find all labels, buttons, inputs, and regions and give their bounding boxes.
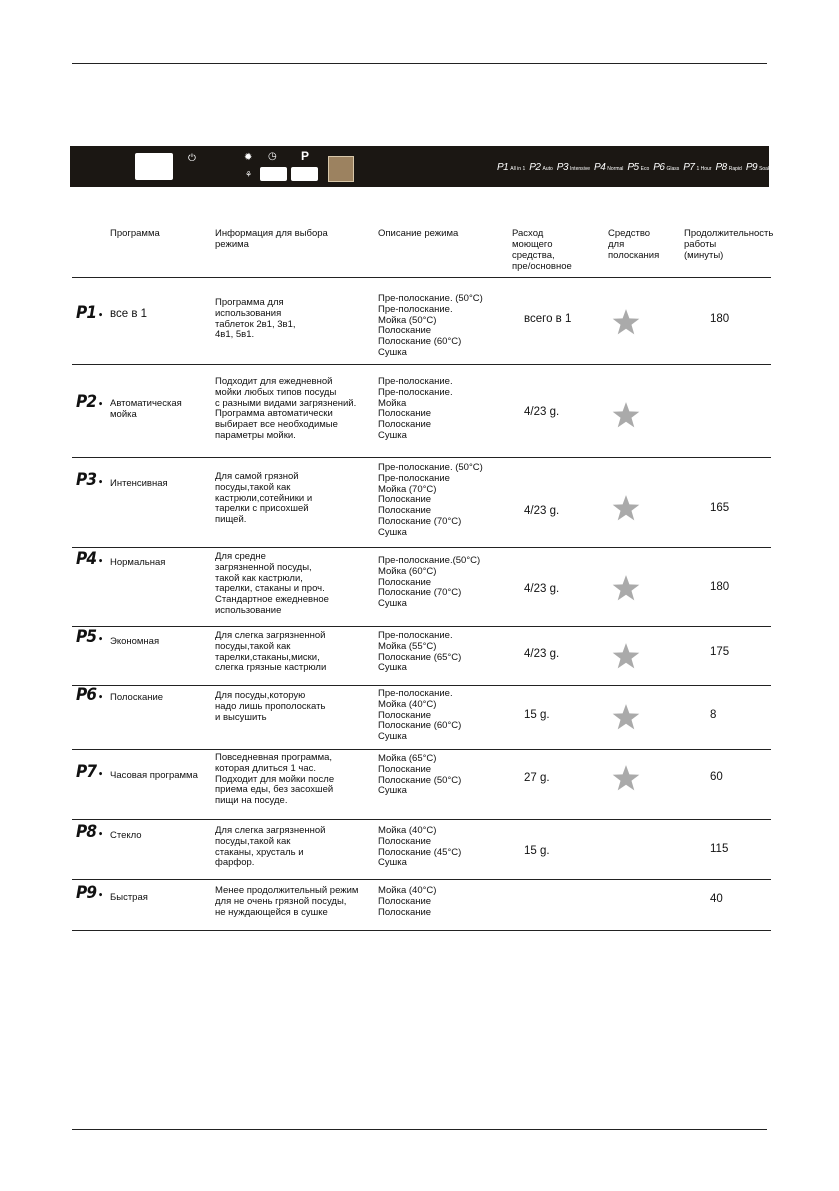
program-table <box>72 220 774 931</box>
header-program: Программа <box>110 228 160 239</box>
panel-program-name: Auto <box>542 166 553 172</box>
table-row <box>72 627 771 686</box>
duration-value: 40 <box>710 893 723 905</box>
panel-program-code: P9 <box>745 162 758 173</box>
header-rinse-aid: Средство для полоскания <box>608 228 660 261</box>
child-lock-icon: ⚘ <box>245 170 253 179</box>
program-info: Программа для использования таблеток 2в1, 3в1, 4в1, 5в1. <box>215 297 296 341</box>
program-letter: P <box>301 149 310 163</box>
star-icon <box>612 401 640 429</box>
program-description: Пре-полоскание.(50°C) Мойка (60°C) Полоскание Полоскание (70°C) Сушка <box>378 555 481 610</box>
program-code: P3 • <box>76 470 103 490</box>
table-body <box>72 278 771 931</box>
program-info: Для посуды,которую надо лишь прополоскать и высушить <box>215 690 326 723</box>
program-code: P1 • <box>76 303 103 323</box>
program-description: Пре-полоскание. Пре-полоскание. Мойка Полоскание Полоскание Сушка <box>378 376 453 441</box>
star-icon <box>612 308 640 336</box>
detergent-amount: 15 g. <box>524 845 550 857</box>
program-info: Для слегка загрязненной посуды,такой как стаканы, хрусталь и фарфор. <box>215 825 326 869</box>
program-code: P9 • <box>76 883 103 903</box>
header-detergent: Расход моющего средства, пре/основное <box>512 228 572 272</box>
panel-program-name: All in 1 <box>510 166 526 172</box>
table-header <box>72 220 774 278</box>
panel-program-code: P1 <box>497 162 509 173</box>
delay-button[interactable] <box>260 167 287 181</box>
program-description: Мойка (65°C) Полоскание Полоскание (50°C) Сушка <box>378 753 462 797</box>
panel-program-code: P3 <box>556 162 569 173</box>
program-code: P4 • <box>76 549 103 569</box>
bottom-rule <box>72 1129 767 1130</box>
program-description: Мойка (40°C) Полоскание Полоскание (45°C) Сушка <box>378 825 462 869</box>
program-code: P2 • <box>76 392 103 412</box>
detergent-amount: 27 g. <box>524 772 550 784</box>
table-row <box>72 548 771 627</box>
program-code: P8 • <box>76 822 103 842</box>
program-info: Повседневная программа, которая длиться 1 час. Подходит для мойки после приема еды, без засохшей пищи на посуде. <box>215 752 335 807</box>
duration-value: 115 <box>710 843 729 855</box>
panel-program-name: 1 Hour <box>696 166 712 172</box>
program-name: Нормальная <box>110 557 166 568</box>
program-info: Для средне загрязненной посуды, такой как кастрюли, тарелки, стаканы и проч. Стандартное ежедневное использование <box>215 551 329 616</box>
table-row <box>72 278 771 365</box>
program-description: Пре-полоскание. (50°C) Пре-полоскание Мойка (70°C) Полоскание Полоскание Полоскание (70°C) Сушка <box>378 462 483 538</box>
program-description: Пре-полоскание. Мойка (40°C) Полоскание Полоскание (60°C) Сушка <box>378 688 462 743</box>
panel-program-code: P5 <box>627 162 639 173</box>
clock-icon: ◷ <box>268 151 277 162</box>
star-icon <box>612 703 640 731</box>
table-row <box>72 365 771 458</box>
top-rule <box>72 63 767 64</box>
header-info: Информация для выбора режима <box>215 228 328 250</box>
panel-program-code: P6 <box>653 162 665 173</box>
table-row <box>72 880 771 931</box>
start-button[interactable] <box>328 156 354 182</box>
panel-program-name: Intensive <box>570 166 591 172</box>
program-code: P5 • <box>76 627 103 647</box>
display-window <box>135 153 173 180</box>
duration-value: 180 <box>710 581 730 593</box>
program-name: Полоскание <box>110 692 164 703</box>
star-icon <box>612 494 640 522</box>
header-duration: Продолжительность работы (минуты) <box>684 228 774 261</box>
duration-value: 175 <box>710 646 730 658</box>
table-row <box>72 686 771 750</box>
panel-program-code: P2 <box>529 162 541 173</box>
star-icon <box>612 574 640 602</box>
panel-program-code: P4 <box>594 162 606 173</box>
panel-program-code: P8 <box>715 162 727 173</box>
program-name: Экономная <box>110 636 160 647</box>
panel-program-name: Glass <box>666 166 680 172</box>
panel-program-name: Eco <box>640 166 650 172</box>
control-panel <box>70 146 769 187</box>
table-row <box>72 820 771 880</box>
program-description: Пре-полоскание. Мойка (55°C) Полоскание (65°C) Сушка <box>378 630 462 674</box>
duration-value: 8 <box>710 709 717 721</box>
star-icon <box>612 642 640 670</box>
program-info: Для самой грязной посуды,такой как кастрюли,сотейники и тарелки с присохшей пищей. <box>215 471 313 526</box>
duration-value: 60 <box>710 771 723 783</box>
detergent-amount: 4/23 g. <box>524 505 560 517</box>
detergent-amount: 4/23 g. <box>524 406 560 418</box>
program-name: Интенсивная <box>110 478 168 489</box>
program-name: Автоматическая мойка <box>110 398 182 420</box>
detergent-amount: всего в 1 <box>524 313 572 325</box>
power-icon[interactable]: ⏻ <box>188 153 196 164</box>
program-description: Пре-полоскание. (50°C) Пре-полоскание. Мойка (50°C) Полоскание Полоскание (60°C) Сушка <box>378 293 483 358</box>
detergent-amount: 15 g. <box>524 709 550 721</box>
detergent-amount: 4/23 g. <box>524 648 560 660</box>
sun-icon: ✹ <box>244 152 253 163</box>
program-list <box>497 162 774 173</box>
program-info: Менее продолжительный режим для не очень грязной посуды, не нуждающейся в сушке <box>215 885 359 918</box>
program-name: Стекло <box>110 830 142 841</box>
program-info: Для слегка загрязненной посуды,такой как тарелки,стаканы,миски, слегка грязные кастрюли <box>215 630 327 674</box>
program-name: все в 1 <box>110 308 148 320</box>
panel-program-name: Soak <box>759 166 771 172</box>
panel-program-name: Normal <box>607 166 624 172</box>
program-code: P6 • <box>76 685 103 705</box>
table-row <box>72 750 771 820</box>
panel-program-code: P7 <box>683 162 695 173</box>
duration-value: 180 <box>710 313 730 325</box>
program-button[interactable] <box>291 167 318 181</box>
program-description: Мойка (40°C) Полоскание Полоскание <box>378 885 437 918</box>
panel-program-name: Rapid <box>728 166 742 172</box>
program-name: Быстрая <box>110 892 148 903</box>
detergent-amount: 4/23 g. <box>524 583 560 595</box>
header-description: Описание режима <box>378 228 459 239</box>
table-row <box>72 458 771 548</box>
program-name: Часовая программа <box>110 770 198 781</box>
star-icon <box>612 764 640 792</box>
duration-value: 165 <box>710 502 730 514</box>
program-info: Подходит для ежедневной мойки любых типов посуды с разными видами загрязнений. Программа автоматически выбирает все необходимые параметры мойки. <box>215 376 357 441</box>
program-code: P7 • <box>76 762 103 782</box>
